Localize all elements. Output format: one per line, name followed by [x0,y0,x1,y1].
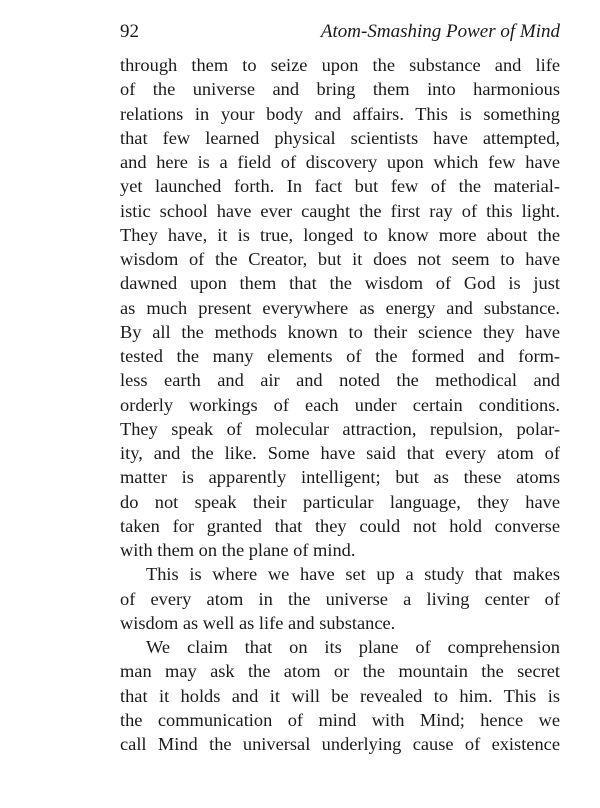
text-line: through them to seize upon the substance and life [120,55,560,75]
text-line: the communication of mind with Mind; hence we [120,709,560,730]
text-line: This is where we have set up a study that makes [146,564,560,585]
text-line: matter is apparently intelligent; but as these atoms [120,467,560,488]
text-line: of every atom in the universe a living center of [120,588,560,609]
text-line: taken for granted that they could not hold converse [120,515,560,536]
text-line: less earth and air and noted the methodical and [120,370,560,391]
text-line: relations in your body and affairs. This is something [120,103,560,124]
paragraph-3 [120,635,560,756]
text-line: tested the many elements of the formed and form- [120,346,560,366]
paragraph-2 [120,562,560,635]
running-head [120,19,560,45]
text-line: ity, and the like. Some have said that every atom of [120,443,560,463]
text-line: They have, it is true, longed to know more about the [120,224,560,245]
text-line: They speak of molecular attraction, repulsion, polar- [120,418,560,439]
text-line: that it holds and it will be revealed to him. This is [120,685,560,706]
text-line: wisdom as well as life and substance. [120,612,396,633]
book-title: Atom-Smashing Power of Mind [320,21,560,42]
text-line: do not speak their particular language, they have [120,491,560,512]
text-line: dawned upon them that the wisdom of God is just [120,273,560,294]
page-number: 92 [120,21,139,42]
text-line: as much present everywhere as energy and substance. [120,297,560,318]
text-line: and here is a field of discovery upon which few have [120,152,560,172]
text-line: man may ask the atom or the mountain the secret [120,661,560,682]
paragraph-1 [120,53,560,562]
text-line: with them on the plane of mind. [120,540,356,560]
text-line: istic school have ever caught the first ray of this light. [120,200,560,221]
text-line: orderly workings of each under certain conditions. [120,394,560,415]
text-line: call Mind the universal underlying cause of existence [120,734,560,754]
text-line: yet launched forth. In fact but few of the material- [120,176,560,197]
text-line: of the universe and bring them into harmonious [120,79,560,100]
text-line: By all the methods known to their science they have [120,321,560,342]
text-line: that few learned physical scientists have attempted, [120,127,560,148]
text-line: We claim that on its plane of comprehension [146,637,560,657]
text-line: wisdom of the Creator, but it does not seem to have [120,249,560,269]
body-text [120,53,560,756]
